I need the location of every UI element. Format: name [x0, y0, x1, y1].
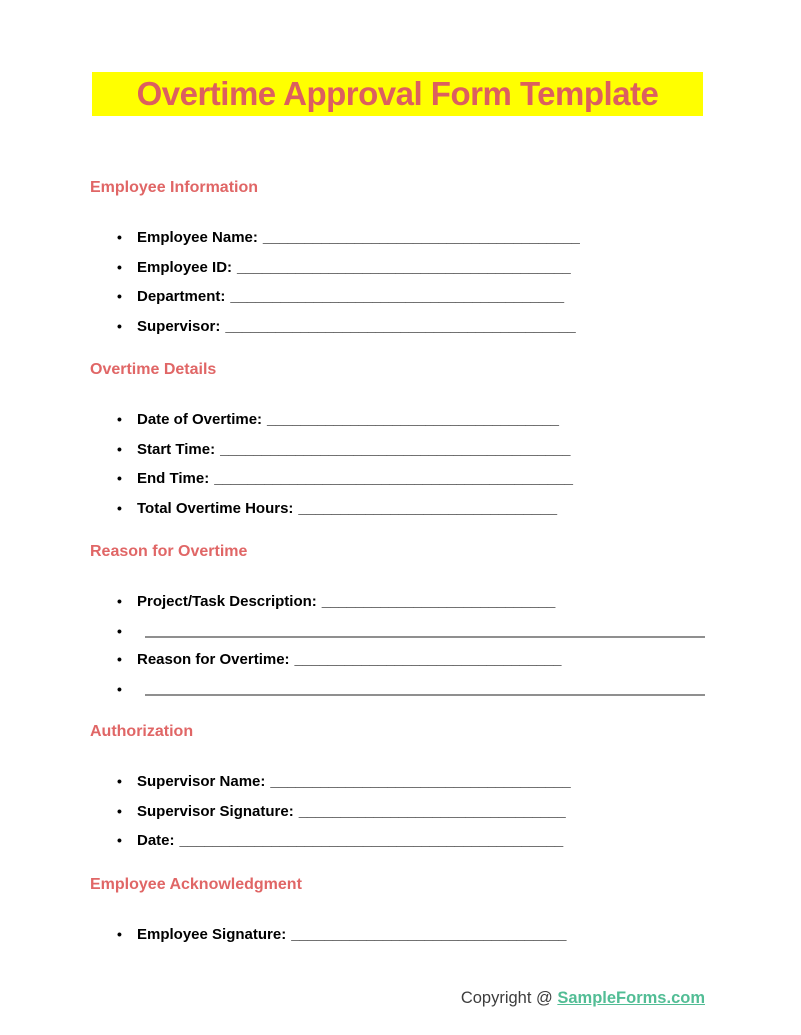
blank-continuation-line: [90, 675, 705, 704]
write-in-line: __________________________________________: [220, 440, 571, 458]
write-in-line: ______________________________________: [262, 229, 580, 246]
bullet-icon: [117, 767, 137, 796]
section-heading-authorization: Authorization: [90, 723, 194, 740]
bullet-icon: [117, 464, 137, 493]
field-label: Supervisor:: [137, 317, 221, 335]
field-date-of-overtime: [90, 405, 705, 435]
field-list: [90, 223, 705, 341]
bullet-icon: [117, 797, 137, 826]
write-in-line: ___________________________________________: [214, 470, 573, 487]
write-in-line: ________________________________________: [230, 288, 565, 305]
write-in-line: _________________________________: [291, 925, 567, 943]
section-reason-for-overtime: [90, 542, 705, 703]
section-heading-reason-for-overtime: Reason for Overtime: [90, 543, 248, 560]
bullet-icon: [117, 617, 137, 646]
field-supervisor: [90, 312, 705, 342]
field-list: [90, 920, 705, 950]
field-supervisor-name: [90, 767, 705, 797]
write-in-line: ___________________________________: [267, 411, 560, 428]
field-label: Supervisor Signature:: [137, 802, 294, 820]
field-list: [90, 587, 705, 703]
write-in-line: ________________________________________: [237, 258, 571, 276]
field-label: Date of Overtime:: [137, 411, 263, 428]
field-date: [90, 826, 705, 856]
blank-continuation-line: [90, 617, 705, 646]
section-heading-overtime-details: Overtime Details: [90, 361, 217, 378]
sampleforms-link[interactable]: SampleForms.com: [557, 989, 705, 1007]
write-in-line: ____________________________________: [270, 773, 571, 790]
field-department: [90, 282, 705, 312]
write-in-line: ____________________________: [321, 593, 556, 610]
section-overtime-details: [90, 360, 705, 523]
section-employee-information: [90, 178, 705, 341]
bullet-icon: [117, 253, 137, 282]
bullet-icon: [117, 645, 137, 674]
bullet-icon: [117, 223, 137, 252]
field-start-time: [90, 435, 705, 465]
write-in-rule: [145, 694, 705, 696]
field-label: Project/Task Description:: [137, 593, 317, 610]
bullet-icon: [117, 826, 137, 855]
section-employee-acknowledgment: [90, 875, 705, 950]
write-in-line: ________________________________: [294, 651, 562, 668]
bullet-icon: [117, 405, 137, 434]
field-label: Employee Signature:: [137, 925, 287, 943]
bullet-icon: [117, 435, 137, 464]
bullet-icon: [117, 587, 137, 616]
bullet-icon: [117, 282, 137, 311]
field-label: Reason for Overtime:: [137, 651, 290, 668]
field-label: Date:: [137, 832, 175, 849]
bullet-icon: [117, 494, 137, 523]
field-label: Total Overtime Hours:: [137, 499, 294, 517]
section-heading-employee-acknowledgment: Employee Acknowledgment: [90, 875, 302, 893]
write-in-rule: [145, 636, 705, 638]
field-reason-for-overtime: [90, 645, 705, 675]
field-employee-id: [90, 253, 705, 283]
field-label: Start Time:: [137, 440, 216, 458]
section-heading-employee-information: Employee Information: [90, 179, 259, 196]
copyright-text: Copyright @: [460, 989, 558, 1007]
field-end-time: [90, 464, 705, 494]
field-project-task-description: [90, 587, 705, 617]
field-employee-name: [90, 223, 705, 253]
field-label: Employee ID:: [137, 258, 233, 276]
write-in-line: ________________________________: [298, 802, 566, 820]
bullet-icon: [117, 312, 137, 341]
section-authorization: [90, 722, 705, 856]
field-label: Employee Name:: [137, 229, 258, 246]
field-label: End Time:: [137, 470, 210, 487]
field-supervisor-signature: [90, 797, 705, 827]
write-in-line: __________________________________________: [225, 317, 576, 335]
field-total-overtime-hours: [90, 494, 705, 524]
field-employee-signature: [90, 920, 705, 950]
field-label: Supervisor Name:: [137, 773, 266, 790]
page-title: Overtime Approval Form Template: [92, 72, 703, 116]
write-in-line: ______________________________________________: [179, 832, 564, 849]
write-in-line: _______________________________: [298, 499, 558, 517]
field-list: [90, 767, 705, 856]
field-list: [90, 405, 705, 523]
bullet-icon: [117, 675, 137, 704]
bullet-icon: [117, 920, 137, 949]
field-label: Department:: [137, 288, 226, 305]
footer-copyright: [90, 989, 705, 1008]
